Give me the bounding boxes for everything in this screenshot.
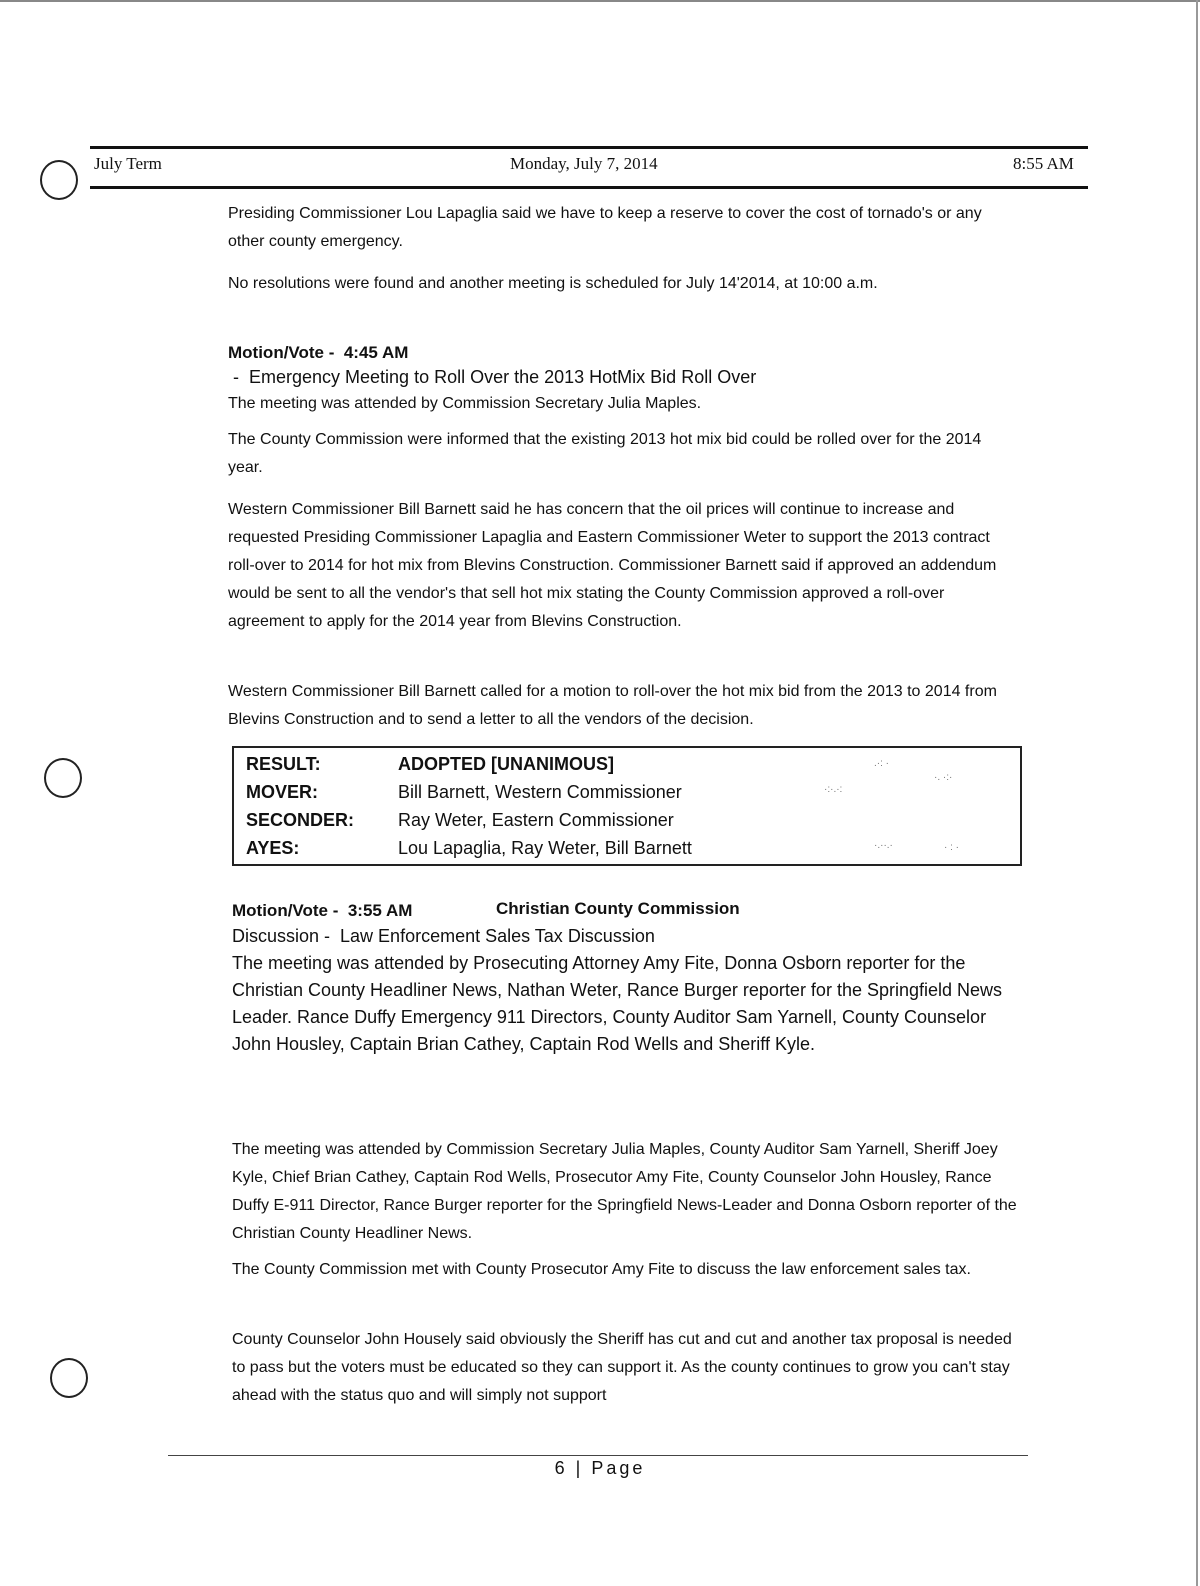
header-bottom-rule	[90, 186, 1088, 189]
scan-speckle: ·. ·:·	[934, 772, 953, 783]
ayes-value: Lou Lapaglia, Ray Weter, Bill Barnett	[398, 838, 692, 858]
footer-rule	[168, 1455, 1028, 1456]
header-date: Monday, July 7, 2014	[510, 154, 658, 173]
header-term: July Term	[94, 154, 162, 173]
scan-speckle: .·: ·	[874, 758, 889, 769]
seconder-value: Ray Weter, Eastern Commissioner	[398, 810, 674, 830]
motion1-attended: The meeting was attended by Commission Secretary Julia Maples.	[228, 395, 702, 412]
binder-hole-top	[40, 160, 78, 200]
motion2-paragraph-2: County Counselor John Housely said obviously the Sheriff has cut and cut and another tax proposal is needed to pass but the voters must be educated so they can support it. As the county continues to grow you can't stay ahead with the status quo and will simply not support	[232, 1331, 1012, 1404]
header-top-rule	[90, 146, 1088, 149]
page-number: 6 | Page	[554, 1458, 646, 1478]
result-value: ADOPTED [UNANIMOUS]	[398, 754, 614, 774]
result-box	[232, 746, 1022, 866]
motion2-discussion: Discussion - Law Enforcement Sales Tax Discussion	[232, 926, 655, 946]
motion2-org: Christian County Commission	[496, 899, 740, 918]
mover-label: MOVER:	[246, 782, 318, 802]
ayes-label: AYES:	[246, 838, 300, 858]
motion2-attended: The meeting was attended by Commission Secretary Julia Maples, County Auditor Sam Yarnell, Sheriff Joey Kyle, Chief Brian Cathey, Captain Rod Wells, Prosecutor Amy Fite, County Counselor John Housley, Rance Duffy E-911 Director, Rance Burger reporter for the Springfield News-Leader and Donna Osborn reporter of the Christian County Headliner News.	[232, 1141, 1017, 1242]
intro-paragraph-2: No resolutions were found and another meeting is scheduled for July 14'2014, at 10:00 a.m.	[228, 275, 878, 292]
motion1-subheading: - Emergency Meeting to Roll Over the 2013 HotMix Bid Roll Over	[228, 367, 757, 387]
motion1-paragraph-3: Western Commissioner Bill Barnett called for a motion to roll-over the hot mix bid from the 2013 to 2014 from Blevins Construction and to send a letter to all the vendors of the decision.	[228, 683, 997, 728]
scan-speckle: · : ·	[944, 842, 959, 853]
scan-edge-right	[1196, 0, 1198, 1586]
motion2-attended-large: The meeting was attended by Prosecuting Attorney Amy Fite, Donna Osborn reporter for the Christian County Headliner News, Nathan Weter, Rance Burger reporter for the Springfield News Leader. Rance Duffy Emergency 911 Directors, County Auditor Sam Yarnell, County Counselor John Housley, Captain Brian Cathey, Captain Rod Wells and Sheriff Kyle.	[232, 953, 1003, 1054]
seconder-label: SECONDER:	[246, 810, 355, 830]
motion2-paragraph-1: The County Commission met with County Prosecutor Amy Fite to discuss the law enforcement sales tax.	[232, 1261, 971, 1278]
motion2-heading: Motion/Vote - 3:55 AM	[232, 901, 413, 920]
motion1-paragraph-1: The County Commission were informed that the existing 2013 hot mix bid could be rolled over for the 2014 year.	[228, 431, 982, 476]
binder-hole-middle	[44, 758, 82, 798]
header-time: 8:55 AM	[1013, 154, 1074, 173]
mover-value: Bill Barnett, Western Commissioner	[398, 782, 682, 802]
binder-hole-bottom	[50, 1358, 88, 1398]
motion1-heading: Motion/Vote - 4:45 AM	[228, 343, 409, 362]
scan-speckle: ·.··.·	[874, 840, 893, 851]
motion1-paragraph-2: Western Commissioner Bill Barnett said he has concern that the oil prices will continue to increase and requested Presiding Commissioner Lapaglia and Eastern Commissioner Weter to support the 2013 contract roll-over to 2014 for hot mix from Blevins Construction. Commissioner Barnett said if approved an addendum would be sent to all the vendor's that sell hot mix stating the County Commission approved a roll-over agreement to apply for the 2014 year from Blevins Construction.	[228, 501, 997, 630]
scan-speckle: ·:·.·:	[824, 784, 843, 795]
intro-paragraph-1: Presiding Commissioner Lou Lapaglia said we have to keep a reserve to cover the cost of tornado's or any other county emergency.	[228, 205, 982, 250]
result-label: RESULT:	[246, 754, 321, 774]
scan-edge-top	[0, 0, 1200, 2]
